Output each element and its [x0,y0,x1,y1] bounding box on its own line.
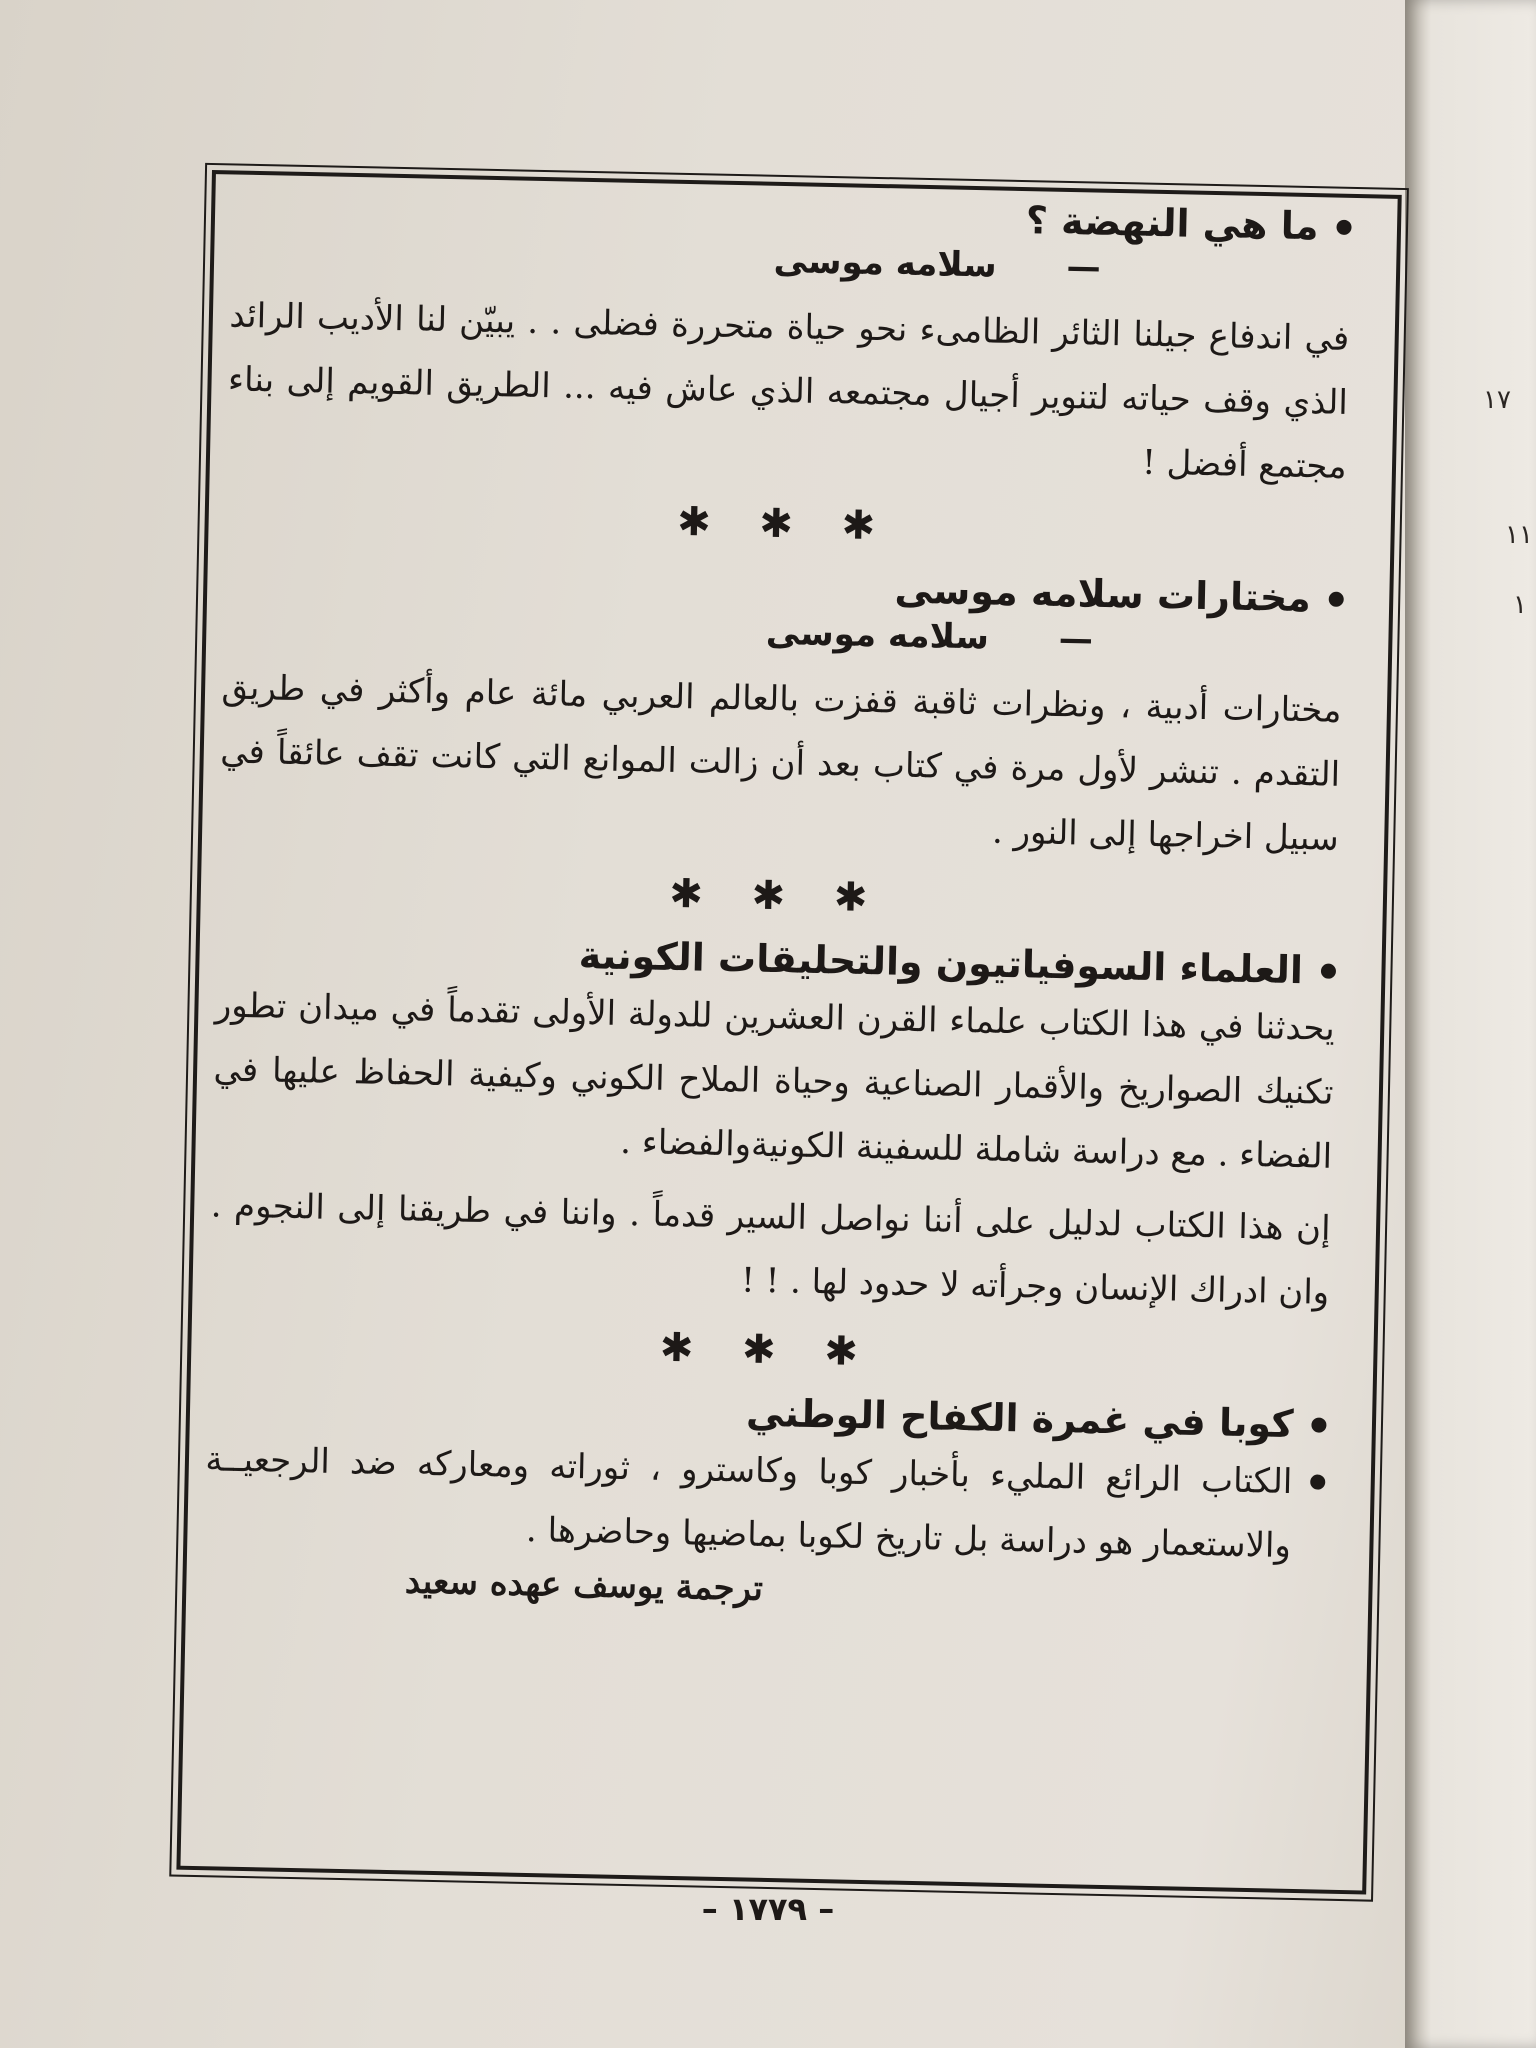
author-dash: — [1066,247,1102,288]
separator-stars: ✱ ✱ ✱ [659,1324,877,1376]
margin-number: ١١ [1505,520,1533,550]
entry-title-text: ما هي النهضة ؟ [1025,198,1320,249]
entry-description: الكتاب الرائع المليء بأخبار كوبا وكاسترو ، ثوراته ومعاركه ضد الرجعيــة والاستعمار هو دراسة بل تاريخ لكوبا بماضيها وحاضرها . [205,1439,1293,1567]
separator-stars: ✱ ✱ ✱ [668,870,886,922]
bullet-icon [1310,1474,1325,1489]
entry-description: مختارات أدبية ، ونظرات ثاقبة قفزت بالعالم العربي مائة عام وأكثر في طريق التقدم . تنشر لأول مرة في كتاب بعد أن زالت الموانع التي كانت تقف عائقاً في سبيل اخراجها إلى النور . [219,667,1342,859]
facing-page-edge [1405,0,1536,2048]
separator-stars: ✱ ✱ ✱ [676,498,894,550]
entry-description: إن هذا الكتاب لدليل على أننا نواصل السير قدماً . واننا في طريقنا إلى النجوم . وان ادراك الإنسان وجرأته لا حدود لها . ! ! [210,1185,1331,1313]
bullet-icon [1321,963,1336,978]
author-dash: — [1058,618,1094,660]
catalog-content [203,182,1352,1621]
margin-number: ١ [1513,590,1527,620]
bullet-icon [1311,1417,1326,1432]
translator-credit: ترجمة يوسف عهده سعيد [404,1561,764,1609]
entry-description: يحدثنا في هذا الكتاب علماء القرن العشرين للدولة الأولى تقدماً في ميدان تطور تكنيك الصواريخ والأقمار الصناعية وحياة الملاح الكوني وكيفية الحفاظ عليها في الفضاء . مع دراسة شاملة للسفينة الكونيةوالفضاء . [213,985,1336,1177]
entry-title-text: العلماء السوفياتيون والتحليقات الكونية [578,932,1304,993]
margin-number: ١٧ [1483,385,1511,415]
entry-title-text: كوبا في غمرة الكفاح الوطني [745,1390,1294,1447]
page-number: – ١٧٧٩ – [701,1890,835,1928]
author-name: سلامه موسى [765,612,990,658]
bullet-icon [1329,591,1344,606]
entry-title-text: مختارات سلامه موسى [894,567,1312,621]
bullet-icon [1336,219,1351,234]
author-name: سلامه موسى [773,240,998,286]
entry-description: في اندفاع جيلنا الثائر الظامىء نحو حياة متحررة فضلى . . يبيّن لنا الأديب الرائد الذي وقف حياته لتنوير أجيال مجتمعه الذي عاش فيه ... الطريق القويم إلى بناء مجتمع أفضل ! [227,295,1350,487]
